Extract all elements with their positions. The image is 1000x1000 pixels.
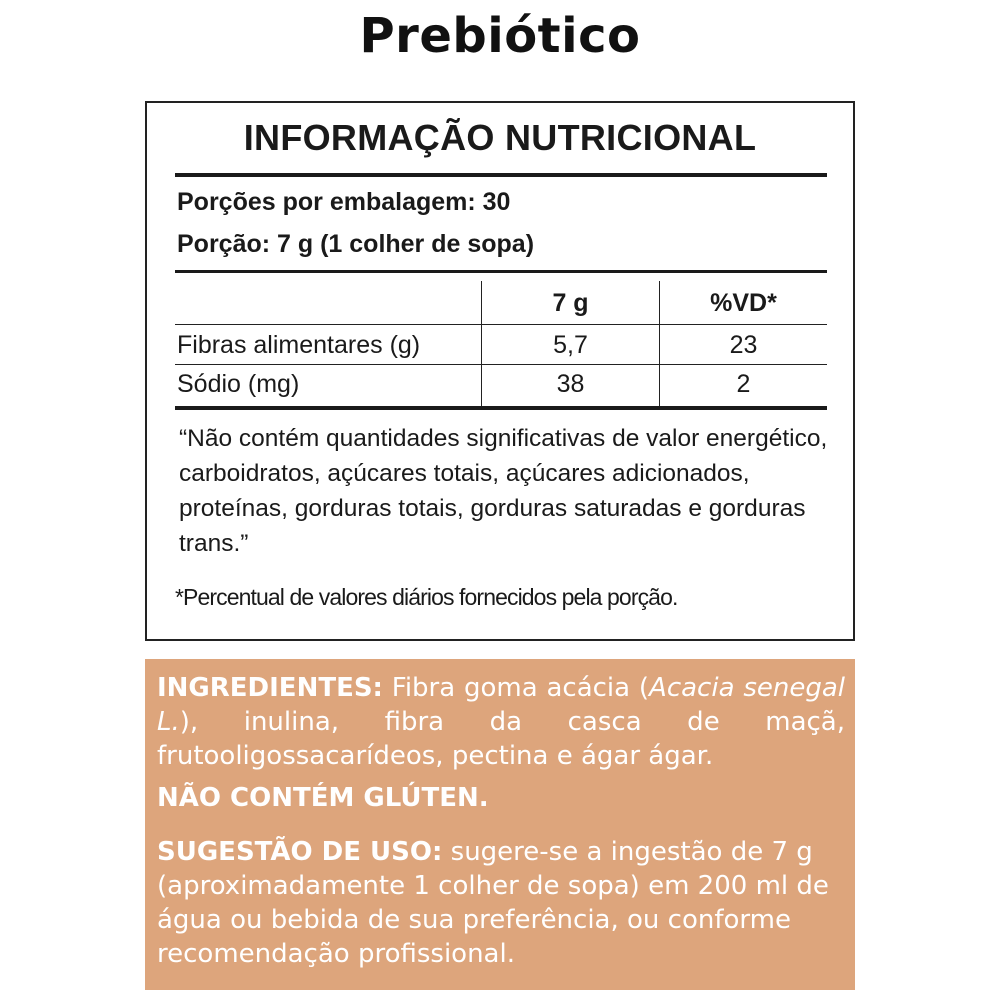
ingredients-panel bbox=[145, 659, 855, 990]
ingredients-label: INGREDIENTES: bbox=[157, 673, 383, 703]
daily-value-footnote: *Percentual de valores diários fornecidos pela porção. bbox=[175, 584, 678, 610]
row-amount-fiber: 5,7 bbox=[553, 331, 588, 359]
ingredients-scientific-name: Acacia senegal L. bbox=[157, 673, 845, 737]
usage-text: sugere-se a ingestão de 7 g (aproximadamente 1 colher de sopa) em 200 ml de água ou bebida de sua preferência, ou conforme recomendação profissional. bbox=[157, 837, 829, 969]
row-label-sodium: Sódio (mg) bbox=[177, 370, 300, 398]
nutrition-heading: INFORMAÇÃO NUTRICIONAL bbox=[243, 117, 757, 158]
row-amount-sodium: 38 bbox=[556, 370, 585, 398]
ingredients-list-rest: ), inulina, fibra da casca de maçã, frutooligossacarídeos, pectina e ágar ágar. bbox=[157, 707, 845, 771]
column-header-daily-value: %VD* bbox=[710, 289, 777, 317]
nutrition-facts-panel bbox=[145, 101, 855, 641]
product-title: Prebiótico bbox=[359, 8, 641, 64]
serving-size: Porção: 7 g (1 colher de sopa) bbox=[177, 230, 535, 258]
row-label-fiber: Fibras alimentares (g) bbox=[177, 331, 421, 359]
heading-divider bbox=[175, 173, 827, 177]
row-dv-fiber: 23 bbox=[729, 331, 758, 359]
ingredients-list-start: Fibra goma acácia ( bbox=[382, 673, 650, 703]
nutrition-disclaimer: “Não contém quantidades significativas de valor energético, carboidratos, açúcares totais, açúcares adicionados, proteínas, gorduras totais, gorduras saturadas e gorduras trans.” bbox=[179, 425, 828, 557]
usage-label: SUGESTÃO DE USO: bbox=[157, 837, 443, 867]
serving-divider bbox=[175, 270, 827, 273]
usage-suggestion bbox=[157, 835, 845, 971]
column-header-amount: 7 g bbox=[552, 289, 589, 317]
servings-per-package: Porções por embalagem: 30 bbox=[177, 188, 511, 216]
table-row-divider bbox=[175, 324, 827, 325]
ingredients-text bbox=[157, 671, 845, 773]
row-dv-sodium: 2 bbox=[736, 370, 751, 398]
gluten-notice: NÃO CONTÉM GLÚTEN. bbox=[157, 783, 489, 813]
table-row-divider bbox=[175, 364, 827, 365]
table-bottom-divider bbox=[175, 406, 827, 410]
